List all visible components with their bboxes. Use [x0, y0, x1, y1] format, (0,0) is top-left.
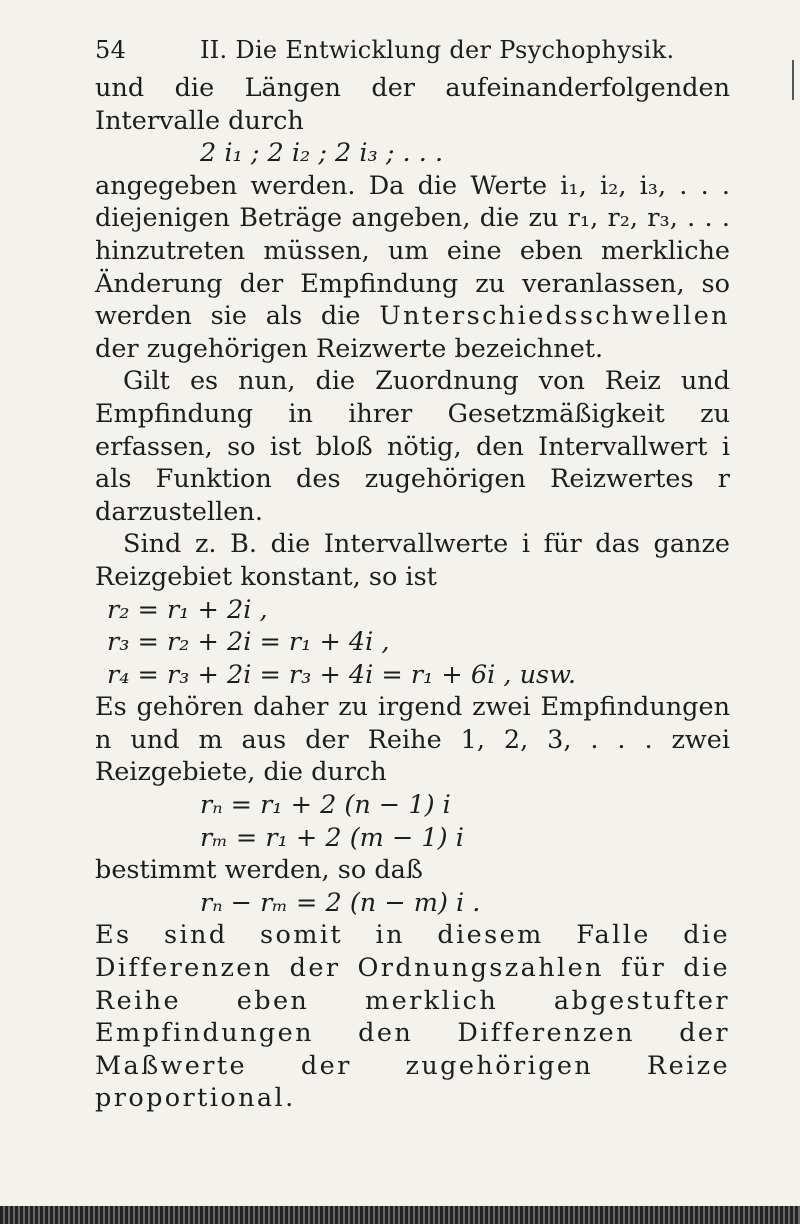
- formula-rm: rₘ = r₁ + 2 (m − 1) i: [200, 822, 464, 853]
- formula-intervals: 2 i₁ ; 2 i₂ ; 2 i₃ ; . . .: [200, 138, 444, 169]
- paragraph-determined: bestimmt werden, so daß: [95, 855, 423, 886]
- emphasized-conclusion: Differenzen der Ordnungszahlen für die Reihe eben merklich abgestufter Empfindungen den Differenzen der Maßwerte der zugehörigen Reize proportional.: [95, 953, 730, 1114]
- text-segment: der zugehörigen Reizwerte bezeichnet.: [95, 333, 604, 364]
- paragraph-conclusion: [95, 919, 730, 1115]
- scan-edge: [0, 1206, 800, 1224]
- formula-difference: rₙ − rₘ = 2 (n − m) i .: [200, 887, 481, 918]
- paragraph-constant: Sind z. B. die Intervallwerte i für das ganze Reizgebiet konstant, so ist: [95, 529, 730, 592]
- page-number: 54: [95, 36, 127, 64]
- paragraph-law: Gilt es nun, die Zuordnung von Reiz und Empfindung in ihrer Gesetzmäßigkeit zu erfassen, so ist bloß nötig, den Intervallwert i als Funktion des zugehörigen Reizwertes r darzustellen.: [95, 366, 730, 527]
- emphasized-term: Unterschiedsschwellen: [379, 301, 731, 332]
- paragraph-definition: [95, 170, 730, 366]
- paragraph-series: Es gehören daher zu irgend zwei Empfindungen n und m aus der Reihe 1, 2, 3, . . . zwei Reizgebiete, die durch: [95, 692, 730, 788]
- formula-r4: r₄ = r₃ + 2i = r₃ + 4i = r₁ + 6i , usw.: [107, 659, 576, 690]
- formula-rn: rₙ = r₁ + 2 (n − 1) i: [200, 790, 451, 821]
- paragraph-intro: und die Längen der aufeinanderfolgenden Intervalle durch: [95, 73, 730, 136]
- body-text: [95, 72, 730, 1115]
- text-segment: angegeben werden. Da die Werte i₁, i₂, i₃, . . . diejenigen Beträge angeben, die zu r₁, r₂, r₃, . . . hinzutreten müssen, um eine eben merkliche Änderung der Empfindung zu veranlassen, so werden sie als die: [95, 170, 730, 332]
- text-segment: Es sind somit in diesem Falle die: [95, 920, 730, 951]
- formula-r2: r₂ = r₁ + 2i ,: [107, 594, 268, 625]
- formula-r3: r₃ = r₂ + 2i = r₁ + 4i ,: [107, 627, 390, 658]
- page-edge-mark: [792, 60, 800, 100]
- running-title: II. Die Entwicklung der Psychophysik.: [200, 36, 675, 64]
